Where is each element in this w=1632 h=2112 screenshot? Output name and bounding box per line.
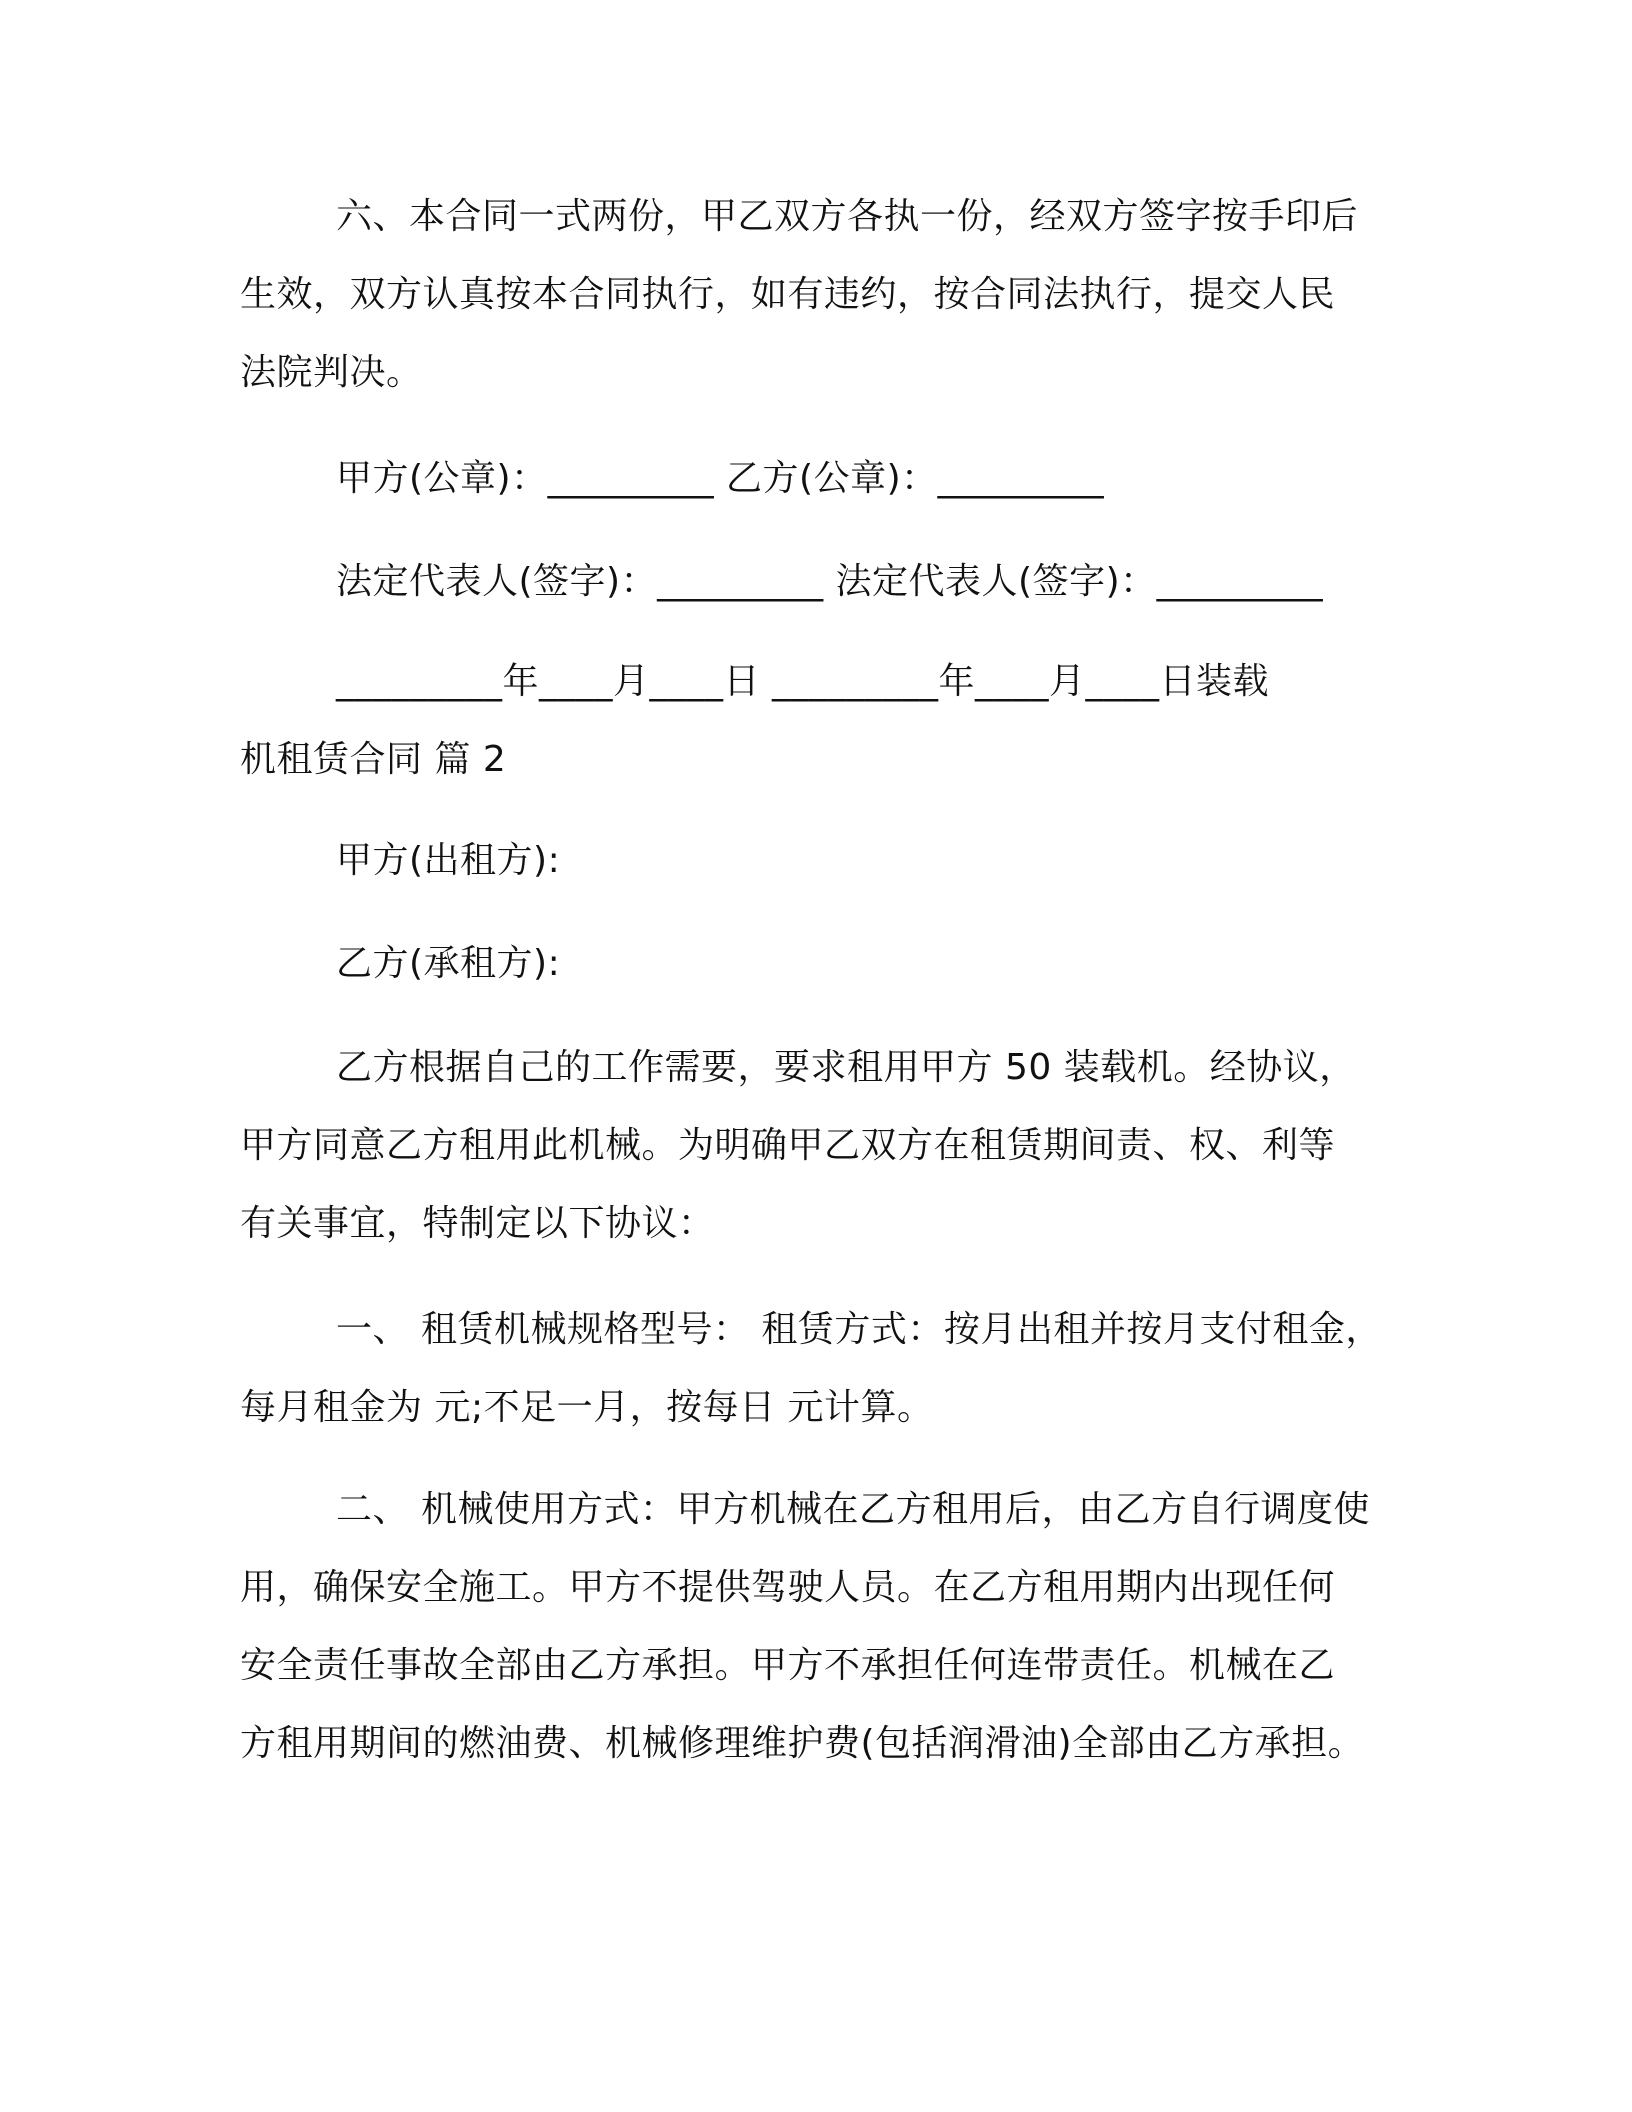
party-b-label: 乙方(承租方): [336, 943, 561, 984]
intro-paragraph [240, 1029, 1390, 1263]
intro-line-3: 有关事宜，特制定以下协议： [240, 1203, 715, 1244]
clause-one [240, 1291, 1390, 1447]
section-heading: 机租赁合同 篇 2 [240, 739, 507, 780]
clause-six-line-2: 生效，双方认真按本合同执行，如有违约，按合同法执行，提交人民 [240, 274, 1336, 315]
clause-two-line-2: 用，确保安全施工。甲方不提供驾驶人员。在乙方租用期内出现任何 [240, 1567, 1336, 1608]
clause-two-line-3: 安全责任事故全部由乙方承担。甲方不承担任何连带责任。机械在乙 [240, 1645, 1336, 1686]
intro-line-2: 甲方同意乙方租用此机械。为明确甲乙双方在租赁期间责、权、利等 [240, 1125, 1336, 1166]
date-and-heading [240, 643, 1390, 799]
clause-six [240, 178, 1390, 412]
clause-one-line-1: 一、 租赁机械规格型号： 租赁方式：按月出租并按月支付租金， [336, 1309, 1382, 1350]
clause-two [240, 1471, 1390, 1783]
date-line: _________年____月____日 _________年____月____日装载 [336, 661, 1269, 702]
clause-one-line-2: 每月租金为 元;不足一月，按每日 元计算。 [240, 1387, 934, 1428]
clause-six-line-1: 六、本合同一式两份，甲乙双方各执一份，经双方签字按手印后 [336, 196, 1359, 237]
party-b-line [240, 925, 1390, 1003]
representative-signature-line [240, 543, 1390, 621]
clause-six-line-3: 法院判决。 [240, 352, 423, 393]
seal-signature-line [240, 440, 1390, 518]
intro-line-1: 乙方根据自己的工作需要，要求租用甲方 50 装载机。经协议， [336, 1047, 1356, 1088]
clause-two-line-4: 方租用期间的燃油费、机械修理维护费(包括润滑油)全部由乙方承担。 [240, 1723, 1365, 1764]
clause-two-line-1: 二、 机械使用方式：甲方机械在乙方租用后，由乙方自行调度使 [336, 1489, 1370, 1530]
party-a-label: 甲方(出租方): [336, 840, 561, 881]
party-a-line [240, 822, 1390, 900]
seal-line: 甲方(公章)：_________ 乙方(公章)：_________ [336, 458, 1105, 499]
representative-line: 法定代表人(签字)：_________ 法定代表人(签字)：_________ [336, 561, 1324, 602]
